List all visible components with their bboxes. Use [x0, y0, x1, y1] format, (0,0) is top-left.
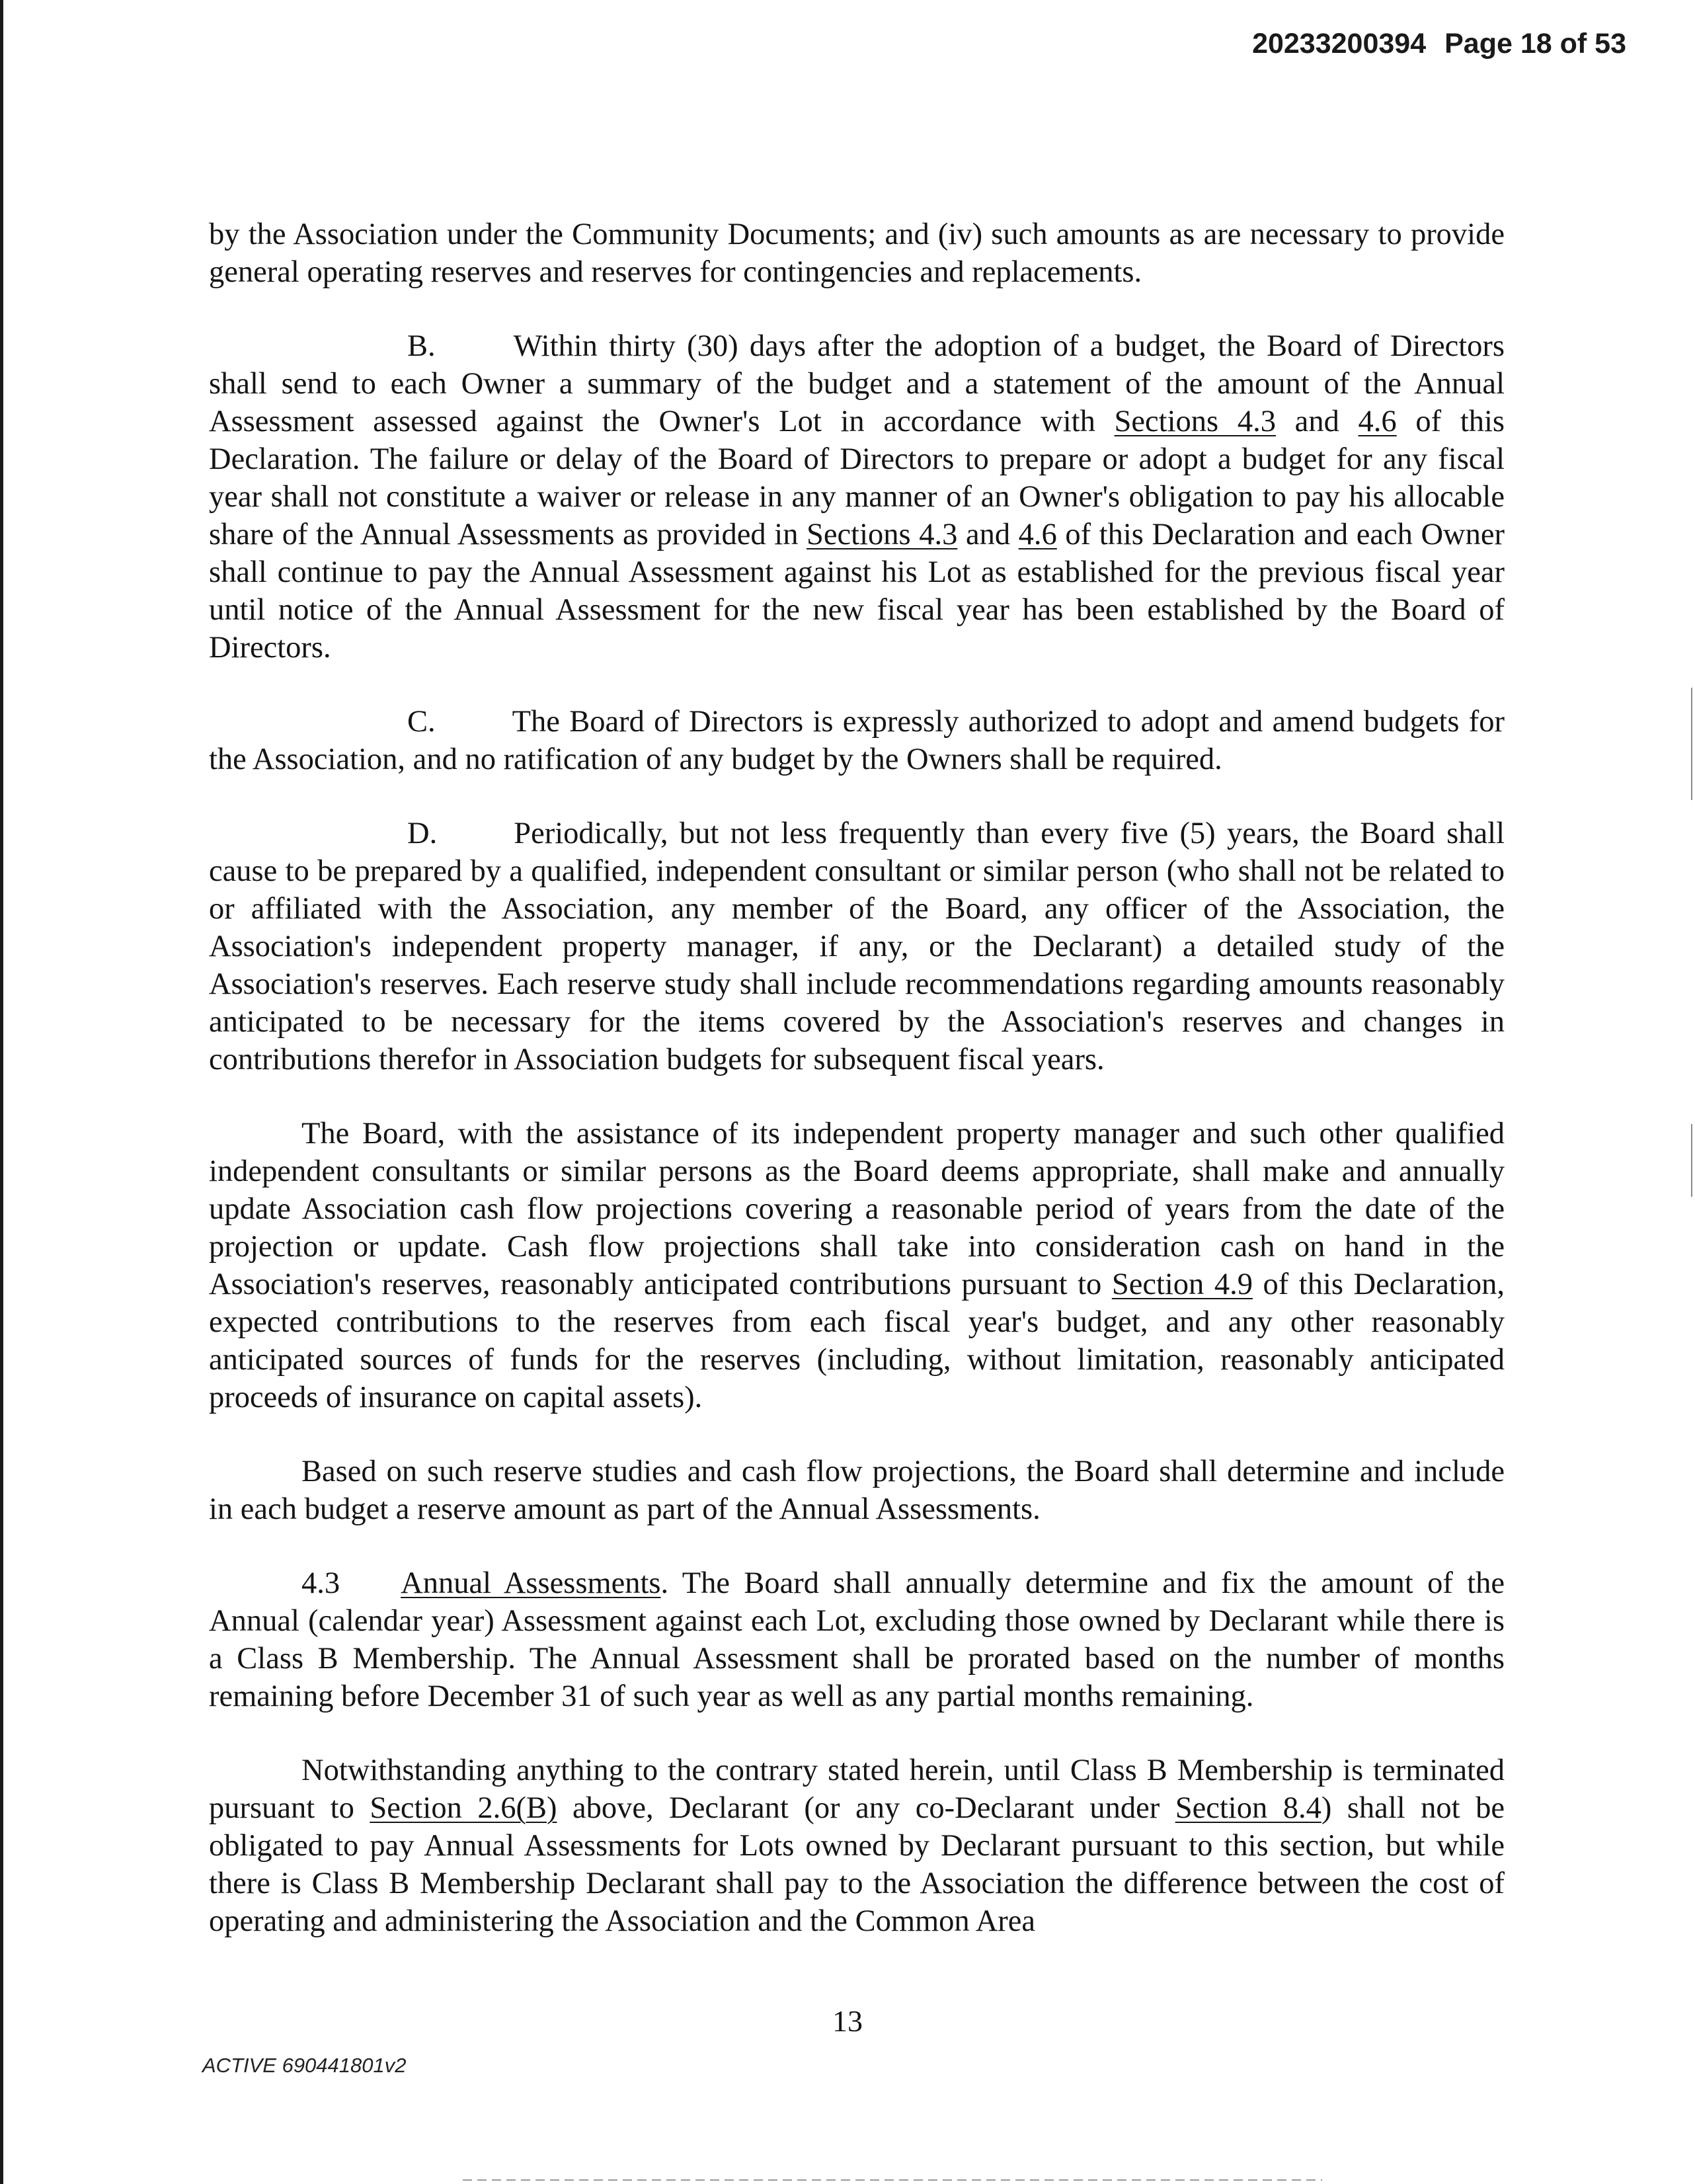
section-reference: 4.6 — [1018, 518, 1057, 551]
paragraph-cash-flow: The Board, with the assistance of its independent property manager and such other qualified independent consultants or similar persons as the Board deems appropriate, shall make and annually update Association cash flow projections covering a reasonable period of years from the date of the projection or update. Cash flow projections shall take into consideration cash on hand in the Association's reserves, reasonably anticipated contributions pursuant to Section 4.9 of this Declaration, expected contributions to the reserves from each fiscal year's budget, and any other reasonably anticipated sources of funds for the reserves (including, without limitation, reasonably anticipated proceeds of insurance on capital assets). — [209, 1117, 1505, 1414]
paragraph-b: B. Within thirty (30) days after the adoption of a budget, the Board of Directors shall send to each Owner a summary of the budget and a statement of the amount of the Annual Assessment assessed against the Owner's Lot in accordance with Sections 4.3 and 4.6 of this Declaration. The failure or delay of the Board of Directors to prepare or adopt a budget for any fiscal year shall not constitute a waiver or release in any manner of an Owner's obligation to pay his allocable share of the Annual Assessments as provided in Sections 4.3 and 4.6 of this Declaration and each Owner shall continue to pay the Annual Assessment against his Lot as established for the previous fiscal year until notice of the Annual Assessment for the new fiscal year has been established by the Board of Directors. — [209, 329, 1505, 665]
paragraph-marker: B. — [407, 329, 436, 363]
paragraph-class-b: Notwithstanding anything to the contrary stated herein, until Class B Membership is terminated pursuant to Section 2.6(B) above, Declarant (or any co-Declarant under Section 8.4) shall not be obligated to pay Annual Assessments for Lots owned by Declarant pursuant to this section, but while there is Class B Membership Declarant shall pay to the Association the difference between the cost of operating and administering the Association and the Common Area — [209, 1754, 1505, 1938]
scan-bottom-edge — [463, 2179, 1322, 2181]
page-count-label: Page 18 of 53 — [1444, 28, 1626, 60]
section-reference: 4.6 — [1358, 405, 1397, 438]
section-reference: Section 8.4 — [1175, 1791, 1321, 1825]
section-number: 4.3 — [301, 1566, 340, 1600]
section-4-3: 4.3 Annual Assessments. The Board shall annually determine and fix the amount of the Annual (calendar year) Assessment against each Lot, excluding those owned by Declarant while there is a Class B Membership. The Annual Assessment shall be prorated based on the number of months remaining before December 31 of such year as well as any partial months remaining. — [209, 1566, 1505, 1713]
section-reference: Section 4.9 — [1111, 1268, 1253, 1301]
paragraph-intro: by the Association under the Community Documents; and (iv) such amounts as are necessary to provide general operating reserves and reserves for contingencies and replacements. — [209, 218, 1505, 289]
scan-right-edge-mark — [1691, 688, 1692, 800]
paragraph-d: D. Periodically, but not less frequently than every five (5) years, the Board shall cause to be prepared by a qualified, independent consultant or similar person (who shall not be related to or affiliated with the Association, any member of the Board, any officer of the Association, the Association's independent property manager, if any, or the Declarant) a detailed study of the Association's reserves. Each reserve study shall include recommendations regarding amounts reasonably anticipated to be necessary for the items covered by the Association's reserves and changes in contributions therefor in Association budgets for subsequent fiscal years. — [209, 817, 1505, 1076]
scan-right-edge-mark — [1691, 1124, 1692, 1197]
paragraph-reserve-amount: Based on such reserve studies and cash flow projections, the Board shall determine and include in each budget a reserve amount as part of the Annual Assessments. — [209, 1455, 1505, 1526]
document-id: ACTIVE 690441801v2 — [202, 2054, 407, 2077]
document-body — [209, 216, 1505, 1976]
paragraph-marker: C. — [407, 705, 436, 739]
recording-header — [1252, 28, 1626, 60]
section-heading: Annual Assessments — [401, 1566, 661, 1600]
scan-left-edge — [0, 0, 3, 2184]
page-number: 13 — [832, 2004, 863, 2038]
section-reference: Sections 4.3 — [1114, 405, 1276, 438]
section-reference: Section 2.6(B) — [370, 1791, 557, 1825]
section-reference: Sections 4.3 — [807, 518, 958, 551]
paragraph-c: C. The Board of Directors is expressly authorized to adopt and amend budgets for the Association, and no ratification of any budget by the Owners shall be required. — [209, 705, 1505, 776]
paragraph-marker: D. — [407, 817, 438, 850]
recording-number: 20233200394 — [1252, 28, 1427, 60]
